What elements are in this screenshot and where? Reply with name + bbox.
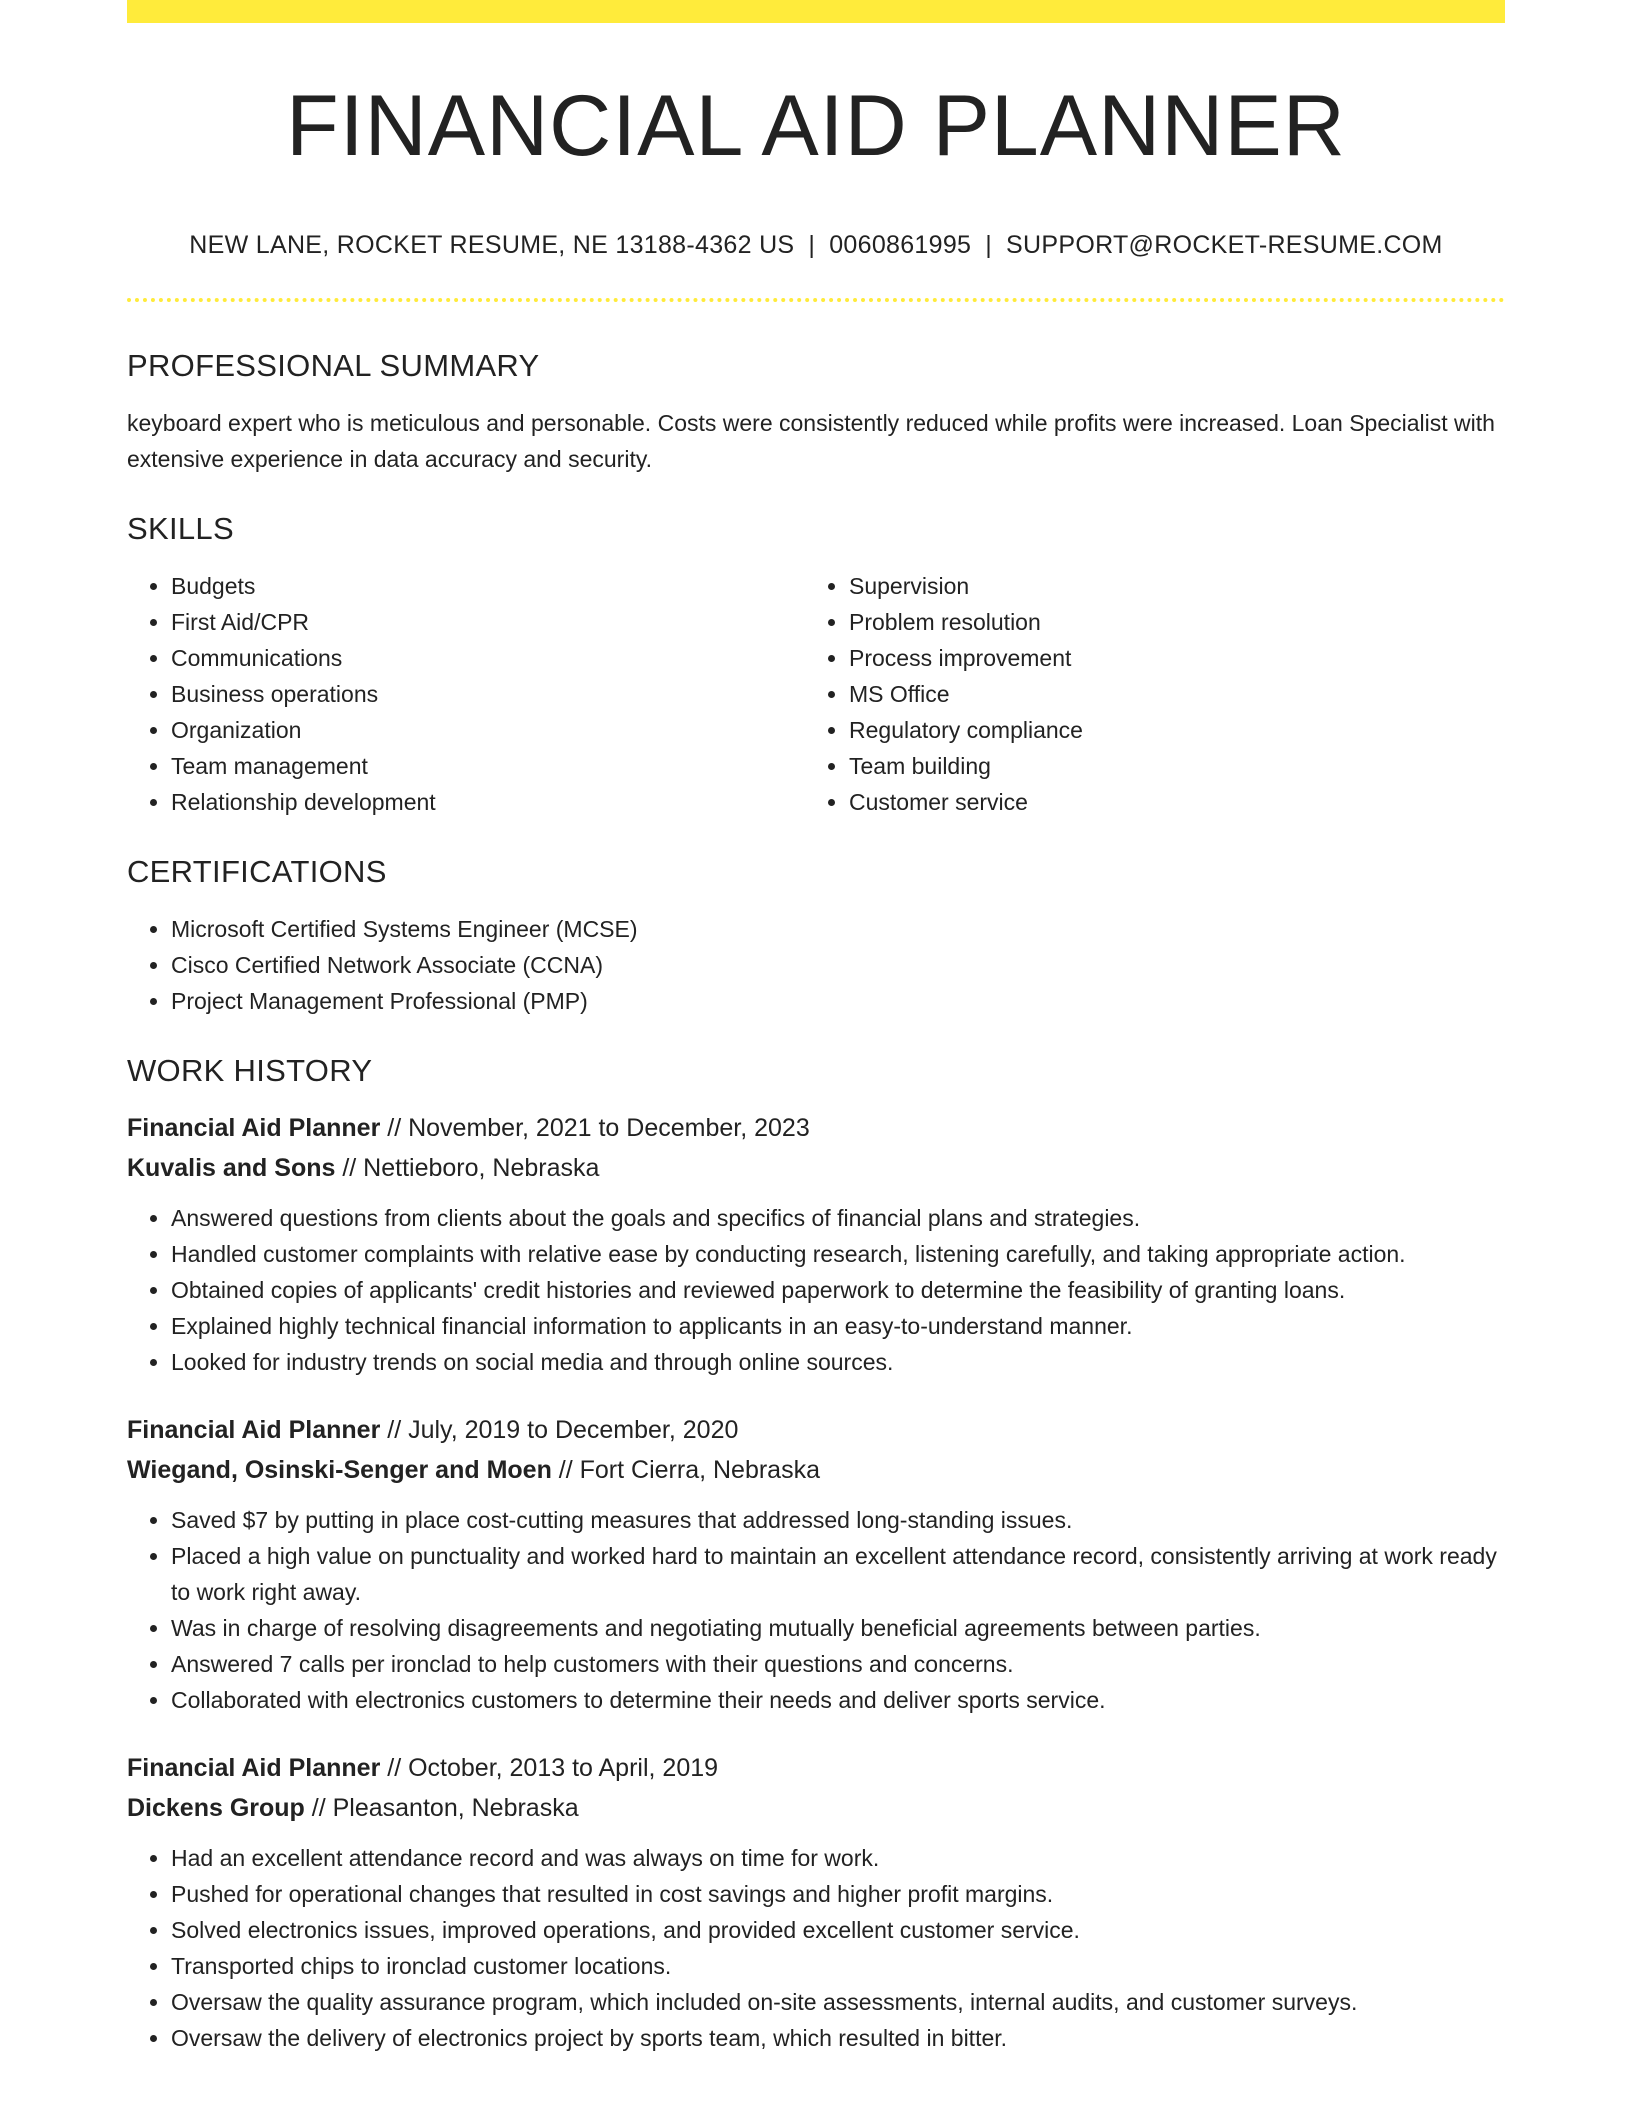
certification-item: • Cisco Certified Network Associate (CCNA)	[171, 947, 1505, 983]
job-bullet: • Explained highly technical financial information to applicants in an easy-to-understand manner.	[171, 1308, 1505, 1344]
job-company-line	[127, 1148, 1505, 1188]
job-title-line	[127, 1410, 1505, 1450]
skill-item: • Business operations	[171, 676, 805, 712]
contact-phone: 0060861995	[829, 231, 972, 259]
skills-column-left	[127, 568, 805, 820]
job-bullet: • Obtained copies of applicants' credit histories and reviewed paperwork to determine the feasibility of granting loans.	[171, 1272, 1505, 1308]
job-title: Financial Aid Planner	[127, 1114, 381, 1142]
job-company-line	[127, 1788, 1505, 1828]
certification-item: • Project Management Professional (PMP)	[171, 983, 1505, 1019]
job-bullet: • Was in charge of resolving disagreements and negotiating mutually beneficial agreements between parties.	[171, 1610, 1505, 1646]
job-entry	[127, 1748, 1505, 2056]
job-company-line	[127, 1450, 1505, 1490]
job-bullets	[127, 1840, 1505, 2056]
job-title-line	[127, 1748, 1505, 1788]
skill-item: • Budgets	[171, 568, 805, 604]
skill-item: • Supervision	[849, 568, 1483, 604]
skill-item: • Problem resolution	[849, 604, 1483, 640]
job-location: // Pleasanton, Nebraska	[311, 1794, 579, 1822]
job-bullet: • Oversaw the quality assurance program, which included on-site assessments, internal audits, and customer surveys.	[171, 1984, 1505, 2020]
job-company: Kuvalis and Sons	[127, 1154, 336, 1182]
resume-page	[127, 0, 1505, 2056]
skill-item: • Team management	[171, 748, 805, 784]
job-bullets	[127, 1200, 1505, 1380]
job-company: Wiegand, Osinski-Senger and Moen	[127, 1456, 552, 1484]
job-company: Dickens Group	[127, 1794, 305, 1822]
job-title-line	[127, 1108, 1505, 1148]
skills-list	[127, 568, 1505, 820]
contact-separator: |	[985, 231, 993, 259]
skill-item: • Process improvement	[849, 640, 1483, 676]
skills-column-right	[805, 568, 1483, 820]
skill-item: • Relationship development	[171, 784, 805, 820]
job-location: // Fort Cierra, Nebraska	[558, 1456, 820, 1484]
skills-heading: SKILLS	[127, 511, 234, 546]
job-bullets	[127, 1502, 1505, 1718]
job-dates: // October, 2013 to April, 2019	[387, 1754, 719, 1782]
summary-text: keyboard expert who is meticulous and personable. Costs were consistently reduced while profits were increased. Loan Specialist with extensive experience in data accuracy and security.	[127, 410, 1495, 472]
job-location: // Nettieboro, Nebraska	[342, 1154, 600, 1182]
contact-email: SUPPORT@ROCKET-RESUME.COM	[1006, 231, 1443, 259]
skill-item: • Regulatory compliance	[849, 712, 1483, 748]
job-bullet: • Oversaw the delivery of electronics project by sports team, which resulted in bitter.	[171, 2020, 1505, 2056]
skill-item: • Customer service	[849, 784, 1483, 820]
job-bullet: • Looked for industry trends on social media and through online sources.	[171, 1344, 1505, 1380]
skill-item: • Organization	[171, 712, 805, 748]
job-dates: // November, 2021 to December, 2023	[387, 1114, 810, 1142]
certification-item: • Microsoft Certified Systems Engineer (MCSE)	[171, 911, 1505, 947]
skill-item: • Communications	[171, 640, 805, 676]
accent-bar	[127, 0, 1505, 23]
job-bullet: • Solved electronics issues, improved operations, and provided excellent customer service.	[171, 1912, 1505, 1948]
job-bullet: • Answered 7 calls per ironclad to help customers with their questions and concerns.	[171, 1646, 1505, 1682]
skill-item: • First Aid/CPR	[171, 604, 805, 640]
job-bullet: • Answered questions from clients about the goals and specifics of financial plans and strategies.	[171, 1200, 1505, 1236]
job-bullet: • Placed a high value on punctuality and worked hard to maintain an excellent attendance record, consistently arriving at work ready to work right away.	[171, 1538, 1505, 1610]
work-history-heading: WORK HISTORY	[127, 1053, 373, 1088]
job-bullet: • Had an excellent attendance record and was always on time for work.	[171, 1840, 1505, 1876]
dotted-divider	[127, 298, 1505, 302]
job-entry	[127, 1108, 1505, 1380]
contact-line	[127, 233, 1505, 258]
skill-item: • MS Office	[849, 676, 1483, 712]
job-bullet: • Handled customer complaints with relative ease by conducting research, listening carefully, and taking appropriate action.	[171, 1236, 1505, 1272]
contact-address: NEW LANE, ROCKET RESUME, NE 13188-4362 US	[189, 231, 795, 259]
contact-separator: |	[808, 231, 816, 259]
job-bullet: • Pushed for operational changes that resulted in cost savings and higher profit margins.	[171, 1876, 1505, 1912]
job-title: Financial Aid Planner	[127, 1754, 381, 1782]
job-title: Financial Aid Planner	[127, 1416, 381, 1444]
job-entry	[127, 1410, 1505, 1718]
certifications-heading: CERTIFICATIONS	[127, 854, 387, 889]
job-bullet: • Saved $7 by putting in place cost-cutting measures that addressed long-standing issues.	[171, 1502, 1505, 1538]
certifications-list	[127, 911, 1505, 1019]
skill-item: • Team building	[849, 748, 1483, 784]
job-dates: // July, 2019 to December, 2020	[387, 1416, 739, 1444]
job-bullet: • Transported chips to ironclad customer locations.	[171, 1948, 1505, 1984]
job-bullet: • Collaborated with electronics customers to determine their needs and deliver sports service.	[171, 1682, 1505, 1718]
summary-heading: PROFESSIONAL SUMMARY	[127, 348, 540, 383]
resume-title: FINANCIAL AID PLANNER	[286, 78, 1346, 174]
